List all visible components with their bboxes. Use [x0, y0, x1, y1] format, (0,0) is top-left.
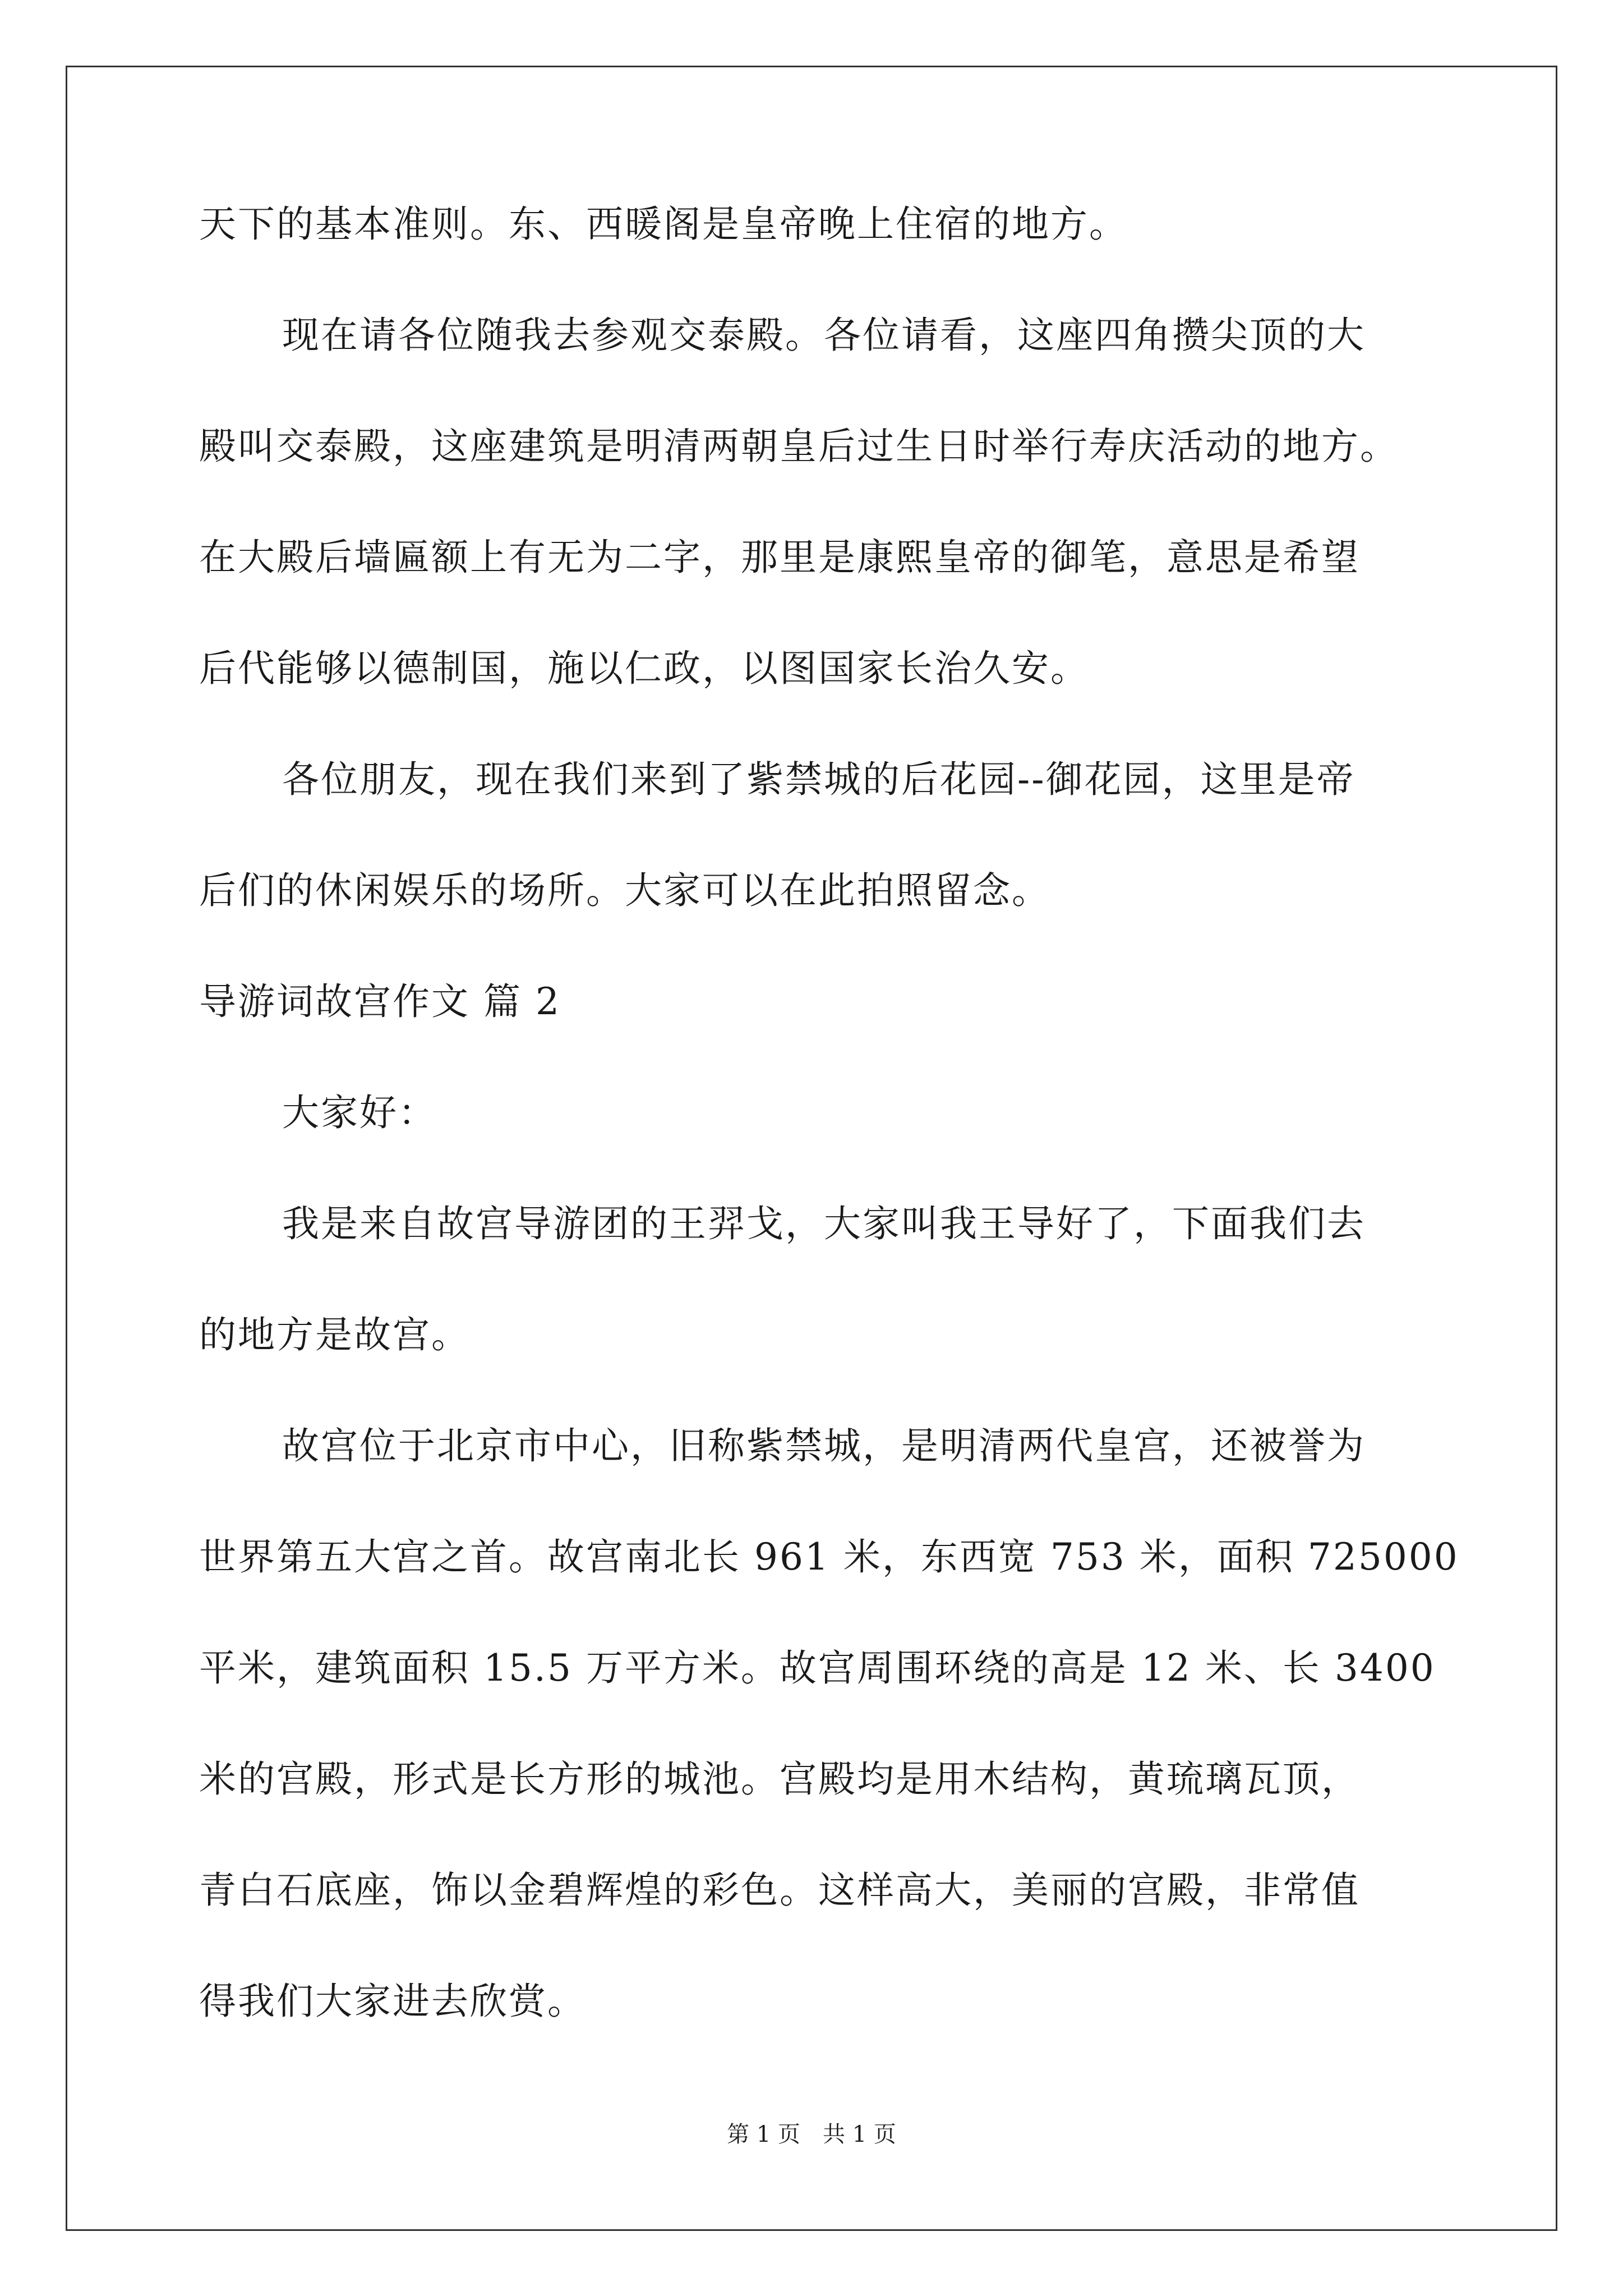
- page-footer: [0, 2120, 1623, 2148]
- page-number: 第 1 页: [727, 2122, 800, 2147]
- section-heading: 导游词故宫作文 篇 2: [199, 980, 561, 1023]
- paragraph-first-line: 各位朋友，现在我们来到了紫禁城的后花园--御花园，这里是帝: [282, 758, 1355, 801]
- text-line: 殿叫交泰殿，这座建筑是明清两朝皇后过生日时举行寿庆活动的地方。: [199, 425, 1399, 468]
- text-line: 米的宫殿，形式是长方形的城池。宫殿均是用木结构，黄琉璃瓦顶，: [199, 1757, 1360, 1801]
- paragraph-first-line: 现在请各位随我去参观交泰殿。各位请看，这座四角攒尖顶的大: [282, 314, 1366, 357]
- text-line: 后代能够以德制国，施以仁政，以图国家长治久安。: [199, 647, 1089, 690]
- text-line: 的地方是故宫。: [199, 1313, 470, 1356]
- text-line: 青白石底座，饰以金碧辉煌的彩色。这样高大，美丽的宫殿，非常值: [199, 1869, 1360, 1912]
- text-line: 天下的基本准则。东、西暖阁是皇帝晚上住宿的地方。: [199, 203, 1128, 246]
- page-total: 共 1 页: [823, 2122, 896, 2147]
- text-line: 在大殿后墙匾额上有无为二字，那里是康熙皇帝的御笔，意思是希望: [199, 536, 1360, 579]
- text-line: 世界第五大宫之首。故宫南北长 961 米，东西宽 753 米，面积 725000: [199, 1535, 1459, 1579]
- text-line: 平米，建筑面积 15.5 万平方米。故宫周围环绕的高是 12 米、长 3400: [199, 1646, 1436, 1690]
- paragraph-first-line: 故宫位于北京市中心，旧称紫禁城，是明清两代皇宫，还被誉为: [282, 1424, 1366, 1467]
- text-line: 得我们大家进去欣赏。: [199, 1980, 586, 2023]
- text-line: 后们的休闲娱乐的场所。大家可以在此拍照留念。: [199, 869, 1050, 912]
- greeting-line: 大家好：: [282, 1091, 437, 1134]
- paragraph-first-line: 我是来自故宫导游团的王羿戈，大家叫我王导好了，下面我们去: [282, 1202, 1366, 1245]
